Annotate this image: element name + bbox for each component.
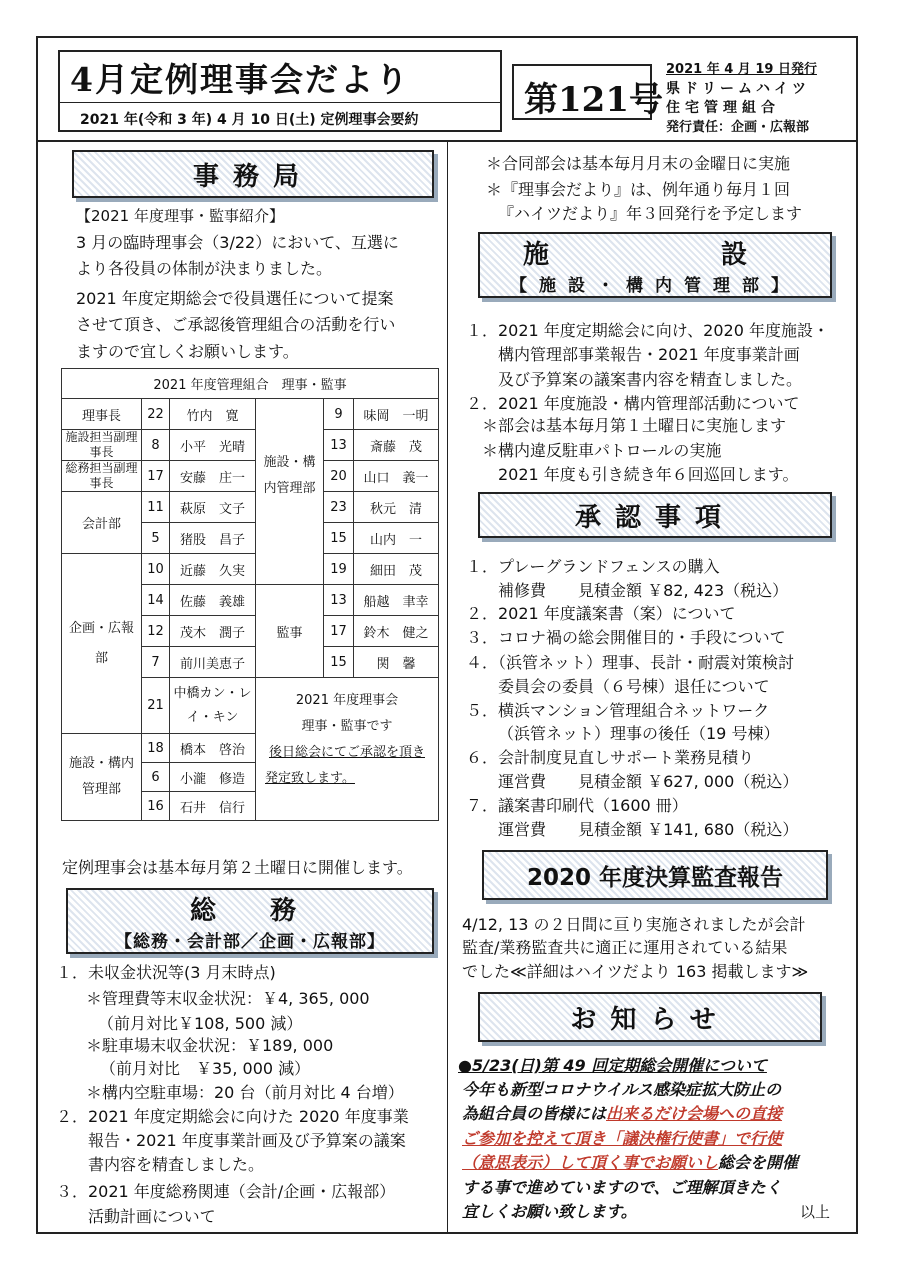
- cell-name: 小瀧 修造: [170, 763, 256, 792]
- text-line: １．未収金状況等(3 月末時点): [56, 963, 276, 982]
- text-line: 『ハイツだより』年３回発行を予定します: [498, 204, 803, 223]
- text-line: 報告・2021 年度事業計画及び予算案の議案: [88, 1131, 406, 1150]
- notice-line: [462, 1104, 782, 1124]
- text-line: ＊部会は基本毎月第１土曜日に実施します: [482, 416, 787, 435]
- note-line: 2021 年度理事会: [295, 693, 399, 708]
- text-line: ＊管理費等末収金状況：￥4, 365, 000: [86, 989, 370, 1008]
- notice-highlight: ご参加を控えて頂き「議決権行使書」で行使: [462, 1129, 783, 1148]
- text-line: 構内管理部事業報告・2021 年度事業計画: [498, 345, 800, 364]
- text-line: 3 月の臨時理事会（3/22）において、互選に: [76, 233, 399, 252]
- cell-role: 施設・構内管理部: [62, 734, 142, 821]
- heading-text: 施 設: [522, 240, 787, 270]
- section-heading-shonin: [478, 492, 832, 538]
- text-line: （前月対比￥108, 500 減）: [98, 1014, 303, 1033]
- text-line: ７．議案書印刷代（1600 冊）: [466, 796, 688, 815]
- text-line: ＊合同部会は基本毎月月末の金曜日に実施: [486, 154, 791, 173]
- section-heading-shisetsu: [478, 232, 832, 298]
- notice-line: 宜しくお願い致します。: [462, 1202, 637, 1221]
- cell-name: 石井 信行: [170, 792, 256, 821]
- cell-name: 秋元 清: [354, 492, 439, 523]
- text-line: （前月対比 ￥35, 000 減）: [100, 1059, 311, 1078]
- text-line: ２．2021 年度議案書（案）について: [466, 604, 736, 623]
- text-line: ６．会計制度見直しサポート業務見積り: [466, 748, 755, 767]
- cell-name: 細田 茂: [354, 554, 439, 585]
- text-line: させて頂き、ご承認後管理組合の活動を行い: [76, 315, 396, 334]
- cell-name: 船越 聿幸: [354, 585, 439, 616]
- cell-name: 斎藤 茂: [354, 430, 439, 461]
- officers-table: [61, 368, 439, 821]
- cell-name: 安藤 庄一: [170, 461, 256, 492]
- text-line: ＊駐車場末収金状況：￥189, 000: [86, 1036, 334, 1055]
- section-heading-jimukyoku: [72, 150, 434, 198]
- text-line: ５．横浜マンション管理組合ネットワーク: [466, 701, 770, 720]
- text-line: ＊構内違反駐車パトロールの実施: [482, 441, 722, 460]
- notice-span: 為組合員の皆様には: [462, 1104, 607, 1123]
- cell-bldg: 17: [324, 616, 354, 647]
- cell-bldg: 18: [142, 734, 170, 763]
- section-heading-oshirase: [478, 992, 822, 1042]
- cell-bldg: 9: [324, 399, 354, 430]
- cell-name: 小平 光晴: [170, 430, 256, 461]
- cell-bldg: 17: [142, 461, 170, 492]
- cell-group-kanji: 監事: [256, 585, 324, 678]
- heading-sub: 【施設・構内管理部】: [510, 276, 800, 296]
- cell-name: 萩原 文子: [170, 492, 256, 523]
- publisher-line-1: 県ドリームハイツ: [666, 81, 810, 97]
- text-line: 補修費 見積金額 ￥82, 423（税込）: [498, 581, 789, 600]
- cell-name: 関 馨: [354, 647, 439, 678]
- cell-bldg: 13: [324, 585, 354, 616]
- cell-role: 会計部: [62, 492, 142, 554]
- text-line: ますので宜しくお願いします。: [76, 342, 299, 361]
- cell-name: 前川美恵子: [170, 647, 256, 678]
- cell-bldg: 23: [324, 492, 354, 523]
- heading-text: 承認事項: [574, 502, 735, 533]
- text-line: 委員会の委員（６号棟）退任について: [498, 677, 770, 696]
- cell-bldg: 6: [142, 763, 170, 792]
- cell-name: 猪股 昌子: [170, 523, 256, 554]
- text-line: より各役員の体制が決まりました。: [76, 259, 333, 278]
- text-line: （浜管ネット）理事の後任（19 号棟）: [498, 724, 780, 743]
- text-line: 及び予算案の議案書内容を精査しました。: [498, 370, 803, 389]
- text-line: 書内容を精査しました。: [88, 1155, 265, 1174]
- cell-bldg: 7: [142, 647, 170, 678]
- meeting-date: 2021 年(令和 3 年) 4 月 10 日(土) 定例理事会要約: [80, 112, 419, 128]
- cell-name: 橋本 啓治: [170, 734, 256, 763]
- text-line: 2021 年度も引き続き年６回巡回します。: [498, 465, 799, 484]
- cell-bldg: 5: [142, 523, 170, 554]
- cell-name: 山口 義一: [354, 461, 439, 492]
- cell-role: 施設担当副理事長: [62, 430, 142, 461]
- notice-span: 総会を開催: [718, 1153, 799, 1172]
- cell-name: 竹内 寛: [170, 399, 256, 430]
- text-line: 監査/業務監査共に適正に運用されている結果: [462, 938, 788, 957]
- notice-highlight: （意思表示）して頂く事でお願いし: [462, 1153, 719, 1172]
- notice-line: [462, 1129, 782, 1149]
- cell-bldg: 10: [142, 554, 170, 585]
- heading-text: お知らせ: [570, 1004, 730, 1035]
- cell-role: 理事長: [62, 399, 142, 430]
- notice-line: する事で進めていますので、ご理解頂きたく: [462, 1178, 782, 1197]
- table-footer: 定例理事会は基本毎月第２土曜日に開催します。: [62, 858, 413, 877]
- cell-name: 山内 一: [354, 523, 439, 554]
- cell-name: 近藤 久実: [170, 554, 256, 585]
- text-line: ＊『理事会だより』は、例年通り毎月１回: [486, 180, 791, 199]
- heading-text: 事務局: [192, 161, 313, 192]
- section-heading-kansa: [482, 850, 828, 900]
- text-line: ３．コロナ禍の総会開催目的・手段について: [466, 628, 786, 647]
- title-divider: [58, 102, 502, 103]
- heading-text: 総 務: [189, 896, 310, 926]
- cell-bldg: 14: [142, 585, 170, 616]
- heading-sub: 【総務・会計部／企画・広報部】: [115, 932, 385, 952]
- publisher-line-3: 発行責任：企画・広報部: [666, 120, 810, 135]
- note-line: 後日総会にてご承認を頂き: [268, 745, 425, 760]
- cell-name: 佐藤 義雄: [170, 585, 256, 616]
- note-line: 発定致します。: [265, 771, 355, 786]
- column-divider: [447, 142, 448, 1234]
- table-note: [256, 678, 439, 821]
- cell-name: 茂木 潤子: [170, 616, 256, 647]
- text-line: 4/12, 13 の２日間に亘り実施されましたが会計: [462, 915, 806, 934]
- notice-end: 以上: [800, 1203, 831, 1221]
- cell-bldg: 15: [324, 647, 354, 678]
- cell-role: 企画・広報部: [62, 554, 142, 734]
- cell-bldg: 19: [324, 554, 354, 585]
- cell-bldg: 16: [142, 792, 170, 821]
- publish-date: 2021 年 4 月 19 日発行: [666, 62, 817, 77]
- section-heading-soumu: [66, 888, 434, 954]
- text-line: １．プレーグランドフェンスの購入: [466, 557, 720, 576]
- note-line: 理事・監事です: [301, 719, 393, 734]
- cell-name: 味岡 一明: [354, 399, 439, 430]
- cell-bldg: 15: [324, 523, 354, 554]
- cell-bldg: 22: [142, 399, 170, 430]
- text-line: １．2021 年度定期総会に向け、2020 年度施設・: [466, 321, 829, 340]
- text-line: ＊構内空駐車場：20 台（前月対比 4 台増）: [86, 1083, 404, 1102]
- text-line: でした≪詳細はハイツだより 163 掲載します≫: [462, 962, 809, 981]
- text-line: 活動計画について: [88, 1207, 216, 1226]
- heading-text: 2020 年度決算監査報告: [526, 864, 784, 891]
- cell-bldg: 21: [142, 678, 170, 734]
- text-line: ４．（浜管ネット）理事、長計・耐震対策検討: [466, 653, 795, 672]
- cell-bldg: 12: [142, 616, 170, 647]
- notice-highlight: 出来るだけ会場への直接: [606, 1104, 783, 1123]
- text-line: 2021 年度定期総会で役員選任について提案: [76, 289, 394, 308]
- text-line: ３．2021 年度総務関連（会計/企画・広報部）: [56, 1182, 396, 1201]
- table-title: 2021 年度管理組合 理事・監事: [62, 369, 439, 399]
- intro-label: 【2021 年度理事・監事紹介】: [76, 207, 284, 225]
- cell-name: 鈴木 健之: [354, 616, 439, 647]
- text-line: ２．2021 年度定期総会に向けた 2020 年度事業: [56, 1107, 409, 1126]
- cell-bldg: 8: [142, 430, 170, 461]
- newsletter-title: 4月定例理事会だより: [70, 60, 410, 99]
- text-line: ２．2021 年度施設・構内管理部活動について: [466, 394, 800, 413]
- text-line: 運営費 見積金額 ￥141, 680（税込）: [498, 820, 799, 839]
- cell-bldg: 20: [324, 461, 354, 492]
- cell-name: 中橋カン・レイ・キン: [170, 678, 256, 734]
- notice-line: [462, 1153, 798, 1173]
- cell-group-shisetsu: 施設・構内管理部: [256, 399, 324, 554]
- cell-bldg: 11: [142, 492, 170, 523]
- cell-role: 総務担当副理事長: [62, 461, 142, 492]
- issue-number: 第121号: [524, 80, 663, 120]
- text-line: 運営費 見積金額 ￥627, 000（税込）: [498, 772, 799, 791]
- notice-line: 今年も新型コロナウイルス感染症拡大防止の: [462, 1080, 782, 1099]
- publisher-line-2: 住宅管理組合: [666, 100, 780, 116]
- cell-bldg: 13: [324, 430, 354, 461]
- notice-title: ●5/23(日)第 49 回定期総会開催について: [458, 1056, 767, 1075]
